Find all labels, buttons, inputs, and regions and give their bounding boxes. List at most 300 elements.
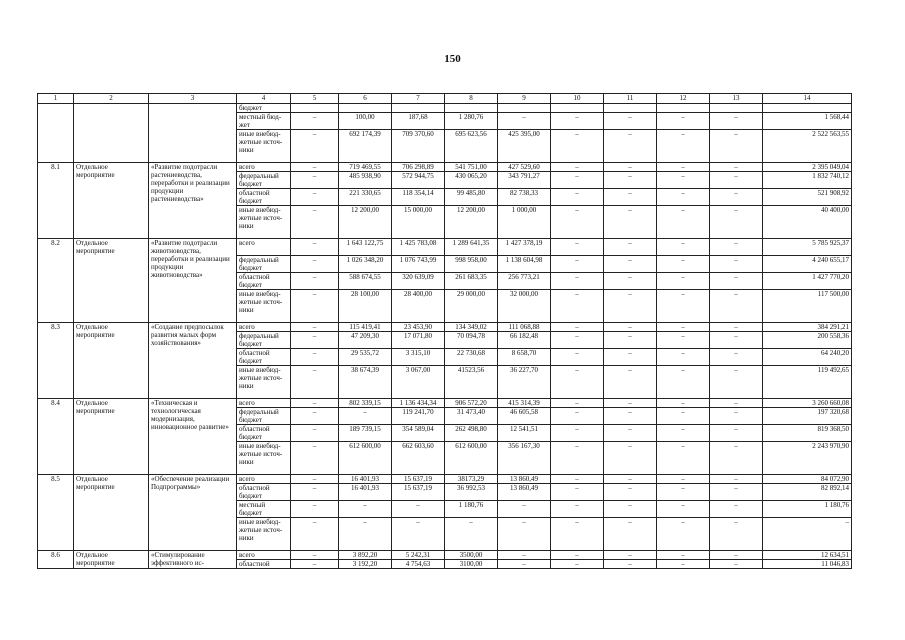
value-cell: 612 600,00 (445, 442, 498, 475)
funding-source: федеральный бюджет (237, 408, 291, 425)
value-cell: – (445, 518, 498, 551)
total-cell: 5 785 925,37 (763, 239, 852, 256)
value-cell: – (339, 518, 392, 551)
table-row (38, 163, 852, 172)
value-cell: – (657, 501, 710, 518)
value-cell: – (551, 130, 604, 163)
value-cell: – (604, 408, 657, 425)
total-cell: 1 832 740,12 (763, 172, 852, 189)
value-cell: – (710, 518, 763, 551)
value-cell: – (657, 551, 710, 560)
value-cell: 5 242,31 (392, 551, 445, 560)
value-cell: 706 298,89 (392, 163, 445, 172)
value-cell: 719 469,55 (339, 163, 392, 172)
funding-source: областной бюджет (237, 349, 291, 366)
value-cell: – (710, 366, 763, 399)
value-cell: 3 892,20 (339, 551, 392, 560)
measure-type: Отдельное мероприятие (74, 399, 149, 475)
value-cell: – (551, 484, 604, 501)
value-cell: – (498, 501, 551, 518)
table-row (38, 551, 852, 560)
measure-type: Отдельное мероприятие (74, 163, 149, 239)
value-cell: 1 138 604,98 (498, 256, 551, 273)
value-cell: – (604, 518, 657, 551)
value-cell: – (604, 475, 657, 484)
value-cell: – (604, 290, 657, 323)
value-cell: – (710, 408, 763, 425)
table-row (38, 399, 852, 408)
column-header-8: 8 (445, 94, 498, 104)
value-cell: – (657, 560, 710, 569)
value-cell: – (710, 273, 763, 290)
column-header-3: 3 (149, 94, 237, 104)
value-cell: 261 683,35 (445, 273, 498, 290)
value-cell: – (710, 560, 763, 569)
measure-type: Отдельное мероприятие (74, 239, 149, 323)
value-cell: – (710, 551, 763, 560)
value-cell: – (291, 484, 339, 501)
value-cell: 1 076 743,99 (392, 256, 445, 273)
value-cell: 66 182,48 (498, 332, 551, 349)
value-cell: – (657, 239, 710, 256)
total-cell: – (763, 518, 852, 551)
value-cell: – (657, 323, 710, 332)
value-cell: 16 401,93 (339, 484, 392, 501)
value-cell: 541 751,00 (445, 163, 498, 172)
value-cell: 906 572,20 (445, 399, 498, 408)
value-cell: – (291, 189, 339, 206)
value-cell: 23 453,90 (392, 323, 445, 332)
value-cell: 12 541,51 (498, 425, 551, 442)
value-cell: – (710, 484, 763, 501)
empty-name-cell (149, 104, 237, 163)
value-cell: 485 938,90 (339, 172, 392, 189)
funding-source: всего (237, 475, 291, 484)
value-cell: – (604, 256, 657, 273)
value-cell: 36 227,70 (498, 366, 551, 399)
value-cell: – (291, 113, 339, 130)
funding-source: областной бюджет (237, 273, 291, 290)
value-cell: 82 738,33 (498, 189, 551, 206)
value-cell: – (604, 551, 657, 560)
value-cell (657, 104, 710, 113)
value-cell: – (710, 130, 763, 163)
value-cell: – (657, 332, 710, 349)
value-cell: – (551, 256, 604, 273)
measure-id: 8.1 (38, 163, 74, 239)
value-cell: 588 674,55 (339, 273, 392, 290)
value-cell: 13 860,49 (498, 484, 551, 501)
empty-type-cell (74, 104, 149, 163)
measure-id: 8.2 (38, 239, 74, 323)
funding-source: всего (237, 399, 291, 408)
funding-source: областной бюджет (237, 425, 291, 442)
value-cell: – (657, 189, 710, 206)
budget-table (37, 93, 852, 569)
value-cell: – (657, 130, 710, 163)
value-cell: – (291, 518, 339, 551)
value-cell: – (710, 189, 763, 206)
value-cell: – (604, 332, 657, 349)
measure-id: 8.5 (38, 475, 74, 551)
value-cell: – (551, 290, 604, 323)
total-cell: 2 243 970,90 (763, 442, 852, 475)
value-cell: 38173,29 (445, 475, 498, 484)
value-cell: – (657, 172, 710, 189)
value-cell: – (551, 518, 604, 551)
value-cell: 118 354,14 (392, 189, 445, 206)
value-cell: – (392, 501, 445, 518)
value-cell (445, 104, 498, 113)
table-body (38, 104, 852, 569)
total-cell: 40 400,00 (763, 206, 852, 239)
value-cell: 1 136 434,34 (392, 399, 445, 408)
value-cell: 115 419,41 (339, 323, 392, 332)
value-cell: – (291, 206, 339, 239)
value-cell: 31 473,40 (445, 408, 498, 425)
total-cell: 84 072,90 (763, 475, 852, 484)
funding-source: иные внебюд-жетные источ-ники (237, 518, 291, 551)
value-cell: – (551, 366, 604, 399)
total-cell (763, 104, 852, 113)
value-cell: – (710, 323, 763, 332)
funding-source: всего (237, 239, 291, 256)
value-cell: 3 192,20 (339, 560, 392, 569)
value-cell: – (291, 349, 339, 366)
value-cell: 3100,00 (445, 560, 498, 569)
value-cell: – (291, 290, 339, 323)
value-cell: – (291, 273, 339, 290)
value-cell: 998 958,00 (445, 256, 498, 273)
value-cell (551, 104, 604, 113)
total-cell: 4 240 655,17 (763, 256, 852, 273)
value-cell: – (604, 501, 657, 518)
value-cell: 8 658,70 (498, 349, 551, 366)
value-cell (392, 104, 445, 113)
value-cell: 320 639,09 (392, 273, 445, 290)
value-cell: 134 349,02 (445, 323, 498, 332)
value-cell: 15 637,19 (392, 475, 445, 484)
total-cell: 197 320,68 (763, 408, 852, 425)
value-cell: – (291, 323, 339, 332)
value-cell: – (604, 366, 657, 399)
value-cell: – (551, 551, 604, 560)
value-cell: 695 623,56 (445, 130, 498, 163)
funding-source: иные внебюд-жетные источ-ники (237, 290, 291, 323)
value-cell: 692 174,39 (339, 130, 392, 163)
value-cell: 354 589,04 (392, 425, 445, 442)
value-cell: – (551, 501, 604, 518)
value-cell: – (657, 425, 710, 442)
value-cell: 662 603,60 (392, 442, 445, 475)
total-cell: 1 427 770,20 (763, 273, 852, 290)
measure-id: 8.3 (38, 323, 74, 399)
value-cell: – (551, 349, 604, 366)
value-cell: – (710, 113, 763, 130)
value-cell: 100,00 (339, 113, 392, 130)
funding-source: областной бюджет (237, 189, 291, 206)
total-cell: 11 046,83 (763, 560, 852, 569)
funding-source: иные внебюд-жетные источ-ники (237, 130, 291, 163)
value-cell: – (291, 475, 339, 484)
value-cell: 15 000,00 (392, 206, 445, 239)
value-cell: 46 605,58 (498, 408, 551, 425)
value-cell: – (657, 290, 710, 323)
value-cell: – (657, 273, 710, 290)
measure-name: «Обеспечение реализации Подпрограммы» (149, 475, 237, 551)
value-cell: 29 535,72 (339, 349, 392, 366)
value-cell: – (604, 323, 657, 332)
value-cell: – (604, 425, 657, 442)
total-cell: 119 492,65 (763, 366, 852, 399)
value-cell: – (657, 518, 710, 551)
value-cell: – (710, 501, 763, 518)
column-header-11: 11 (604, 94, 657, 104)
value-cell: – (657, 475, 710, 484)
value-cell: – (604, 130, 657, 163)
value-cell: – (551, 273, 604, 290)
value-cell: – (604, 172, 657, 189)
value-cell: – (551, 399, 604, 408)
total-cell: 1 568,44 (763, 113, 852, 130)
value-cell: 3 067,00 (392, 366, 445, 399)
value-cell: – (551, 442, 604, 475)
value-cell: – (291, 408, 339, 425)
value-cell: – (657, 113, 710, 130)
value-cell: – (551, 323, 604, 332)
total-cell: 117 500,00 (763, 290, 852, 323)
value-cell: – (710, 163, 763, 172)
value-cell: 572 944,75 (392, 172, 445, 189)
total-cell: 2 522 563,55 (763, 130, 852, 163)
value-cell: – (657, 442, 710, 475)
value-cell: 425 395,00 (498, 130, 551, 163)
value-cell: – (657, 484, 710, 501)
value-cell: – (291, 332, 339, 349)
value-cell: 612 600,00 (339, 442, 392, 475)
value-cell (710, 104, 763, 113)
empty-id-cell (38, 104, 74, 163)
funding-source: бюджет (237, 104, 291, 113)
value-cell: 29 000,00 (445, 290, 498, 323)
value-cell: – (710, 172, 763, 189)
measure-name: «Стимулирование эффективного ис- (149, 551, 237, 569)
funding-source: всего (237, 163, 291, 172)
value-cell: – (291, 163, 339, 172)
value-cell: – (551, 408, 604, 425)
funding-source: федеральный бюджет (237, 332, 291, 349)
table-row (38, 323, 852, 332)
value-cell: – (551, 425, 604, 442)
value-cell: 15 637,19 (392, 484, 445, 501)
table-row (38, 475, 852, 484)
value-cell: 38 674,39 (339, 366, 392, 399)
value-cell: 430 065,20 (445, 172, 498, 189)
value-cell: 221 330,65 (339, 189, 392, 206)
column-header-9: 9 (498, 94, 551, 104)
column-header-10: 10 (551, 94, 604, 104)
value-cell: 356 167,30 (498, 442, 551, 475)
measure-name: «Техническая и технологическая модернизация, инновационное развитие» (149, 399, 237, 475)
header-row (38, 94, 852, 104)
value-cell: – (710, 256, 763, 273)
value-cell: 1 180,76 (445, 501, 498, 518)
funding-source: иные внебюд-жетные источ-ники (237, 366, 291, 399)
measure-name: «Развитие подотрасли животноводства, переработки и реализации продукции животноводства» (149, 239, 237, 323)
value-cell: – (291, 501, 339, 518)
value-cell: – (551, 239, 604, 256)
value-cell: 16 401,93 (339, 475, 392, 484)
value-cell: – (291, 172, 339, 189)
funding-source: всего (237, 323, 291, 332)
column-header-13: 13 (710, 94, 763, 104)
value-cell (604, 104, 657, 113)
value-cell: – (657, 349, 710, 366)
value-cell: 187,68 (392, 113, 445, 130)
total-cell: 64 240,20 (763, 349, 852, 366)
value-cell: 99 485,80 (445, 189, 498, 206)
value-cell: – (657, 366, 710, 399)
value-cell: – (710, 290, 763, 323)
funding-source: областной (237, 560, 291, 569)
value-cell: 17 071,80 (392, 332, 445, 349)
value-cell: – (339, 501, 392, 518)
column-header-7: 7 (392, 94, 445, 104)
value-cell: – (551, 189, 604, 206)
column-header-1: 1 (38, 94, 74, 104)
value-cell: 47 209,30 (339, 332, 392, 349)
value-cell: 343 791,27 (498, 172, 551, 189)
value-cell: – (392, 518, 445, 551)
value-cell: – (657, 408, 710, 425)
value-cell (498, 104, 551, 113)
value-cell: 70 094,78 (445, 332, 498, 349)
value-cell: – (291, 442, 339, 475)
value-cell: – (604, 239, 657, 256)
value-cell: – (291, 560, 339, 569)
funding-source: всего (237, 551, 291, 560)
value-cell: – (710, 425, 763, 442)
value-cell: – (498, 551, 551, 560)
value-cell: 256 773,21 (498, 273, 551, 290)
value-cell: – (604, 273, 657, 290)
measure-type: Отдельное мероприятие (74, 323, 149, 399)
value-cell: – (291, 366, 339, 399)
value-cell: – (710, 349, 763, 366)
measure-type: Отдельное мероприятие (74, 475, 149, 551)
measure-type: Отдельное мероприятие (74, 551, 149, 569)
total-cell: 2 395 049,04 (763, 163, 852, 172)
value-cell (291, 104, 339, 113)
value-cell: – (291, 551, 339, 560)
value-cell: 28 100,00 (339, 290, 392, 323)
value-cell: 802 339,15 (339, 399, 392, 408)
value-cell: – (551, 475, 604, 484)
total-cell: 200 558,36 (763, 332, 852, 349)
value-cell: – (551, 560, 604, 569)
value-cell: – (498, 113, 551, 130)
total-cell: 1 180,76 (763, 501, 852, 518)
value-cell: – (291, 239, 339, 256)
value-cell: – (604, 399, 657, 408)
value-cell: – (339, 408, 392, 425)
value-cell: – (291, 425, 339, 442)
measure-name: «Развитие подотрасли растениеводства, переработки и реализации продукции растениеводства» (149, 163, 237, 239)
total-cell: 384 291,21 (763, 323, 852, 332)
value-cell: 427 529,60 (498, 163, 551, 172)
value-cell: – (551, 163, 604, 172)
funding-source: иные внебюд-жетные источ-ники (237, 442, 291, 475)
value-cell: – (657, 206, 710, 239)
funding-source: федеральный бюджет (237, 256, 291, 273)
value-cell: 3500,00 (445, 551, 498, 560)
value-cell: – (604, 163, 657, 172)
total-cell: 82 892,14 (763, 484, 852, 501)
value-cell: – (710, 206, 763, 239)
value-cell: – (710, 399, 763, 408)
column-header-5: 5 (291, 94, 339, 104)
value-cell: – (604, 189, 657, 206)
value-cell: – (657, 399, 710, 408)
value-cell: 3 315,10 (392, 349, 445, 366)
value-cell: – (498, 560, 551, 569)
value-cell: – (604, 113, 657, 130)
value-cell: 262 498,80 (445, 425, 498, 442)
measure-name: «Создание предпосылок развития малых форм хозяйствования» (149, 323, 237, 399)
table-row (38, 239, 852, 256)
value-cell: 22 730,68 (445, 349, 498, 366)
measure-id: 8.6 (38, 551, 74, 569)
value-cell (339, 104, 392, 113)
value-cell: – (710, 475, 763, 484)
column-header-12: 12 (657, 94, 710, 104)
value-cell: 1 280,76 (445, 113, 498, 130)
total-cell: 819 368,50 (763, 425, 852, 442)
funding-source: местный бюд-жет (237, 113, 291, 130)
value-cell: – (710, 332, 763, 349)
value-cell: – (604, 349, 657, 366)
funding-source: областной бюджет (237, 484, 291, 501)
column-header-2: 2 (74, 94, 149, 104)
value-cell: 12 200,00 (339, 206, 392, 239)
column-header-4: 4 (237, 94, 291, 104)
value-cell: 41523,56 (445, 366, 498, 399)
value-cell: – (604, 560, 657, 569)
value-cell: 415 314,39 (498, 399, 551, 408)
value-cell: – (291, 130, 339, 163)
page-number: 150 (444, 53, 461, 65)
table-row (38, 104, 852, 113)
value-cell: 1 425 783,08 (392, 239, 445, 256)
value-cell: – (551, 332, 604, 349)
measure-id: 8.4 (38, 399, 74, 475)
value-cell: 1 643 122,75 (339, 239, 392, 256)
value-cell: – (291, 256, 339, 273)
value-cell: – (551, 206, 604, 239)
value-cell: 1 026 348,20 (339, 256, 392, 273)
value-cell: – (604, 442, 657, 475)
value-cell: 32 000,00 (498, 290, 551, 323)
value-cell: – (657, 256, 710, 273)
value-cell: 1 427 378,19 (498, 239, 551, 256)
total-cell: 3 260 660,08 (763, 399, 852, 408)
column-header-6: 6 (339, 94, 392, 104)
column-header-14: 14 (763, 94, 852, 104)
value-cell: – (551, 172, 604, 189)
value-cell: 709 370,60 (392, 130, 445, 163)
total-cell: 12 634,51 (763, 551, 852, 560)
value-cell: – (657, 163, 710, 172)
